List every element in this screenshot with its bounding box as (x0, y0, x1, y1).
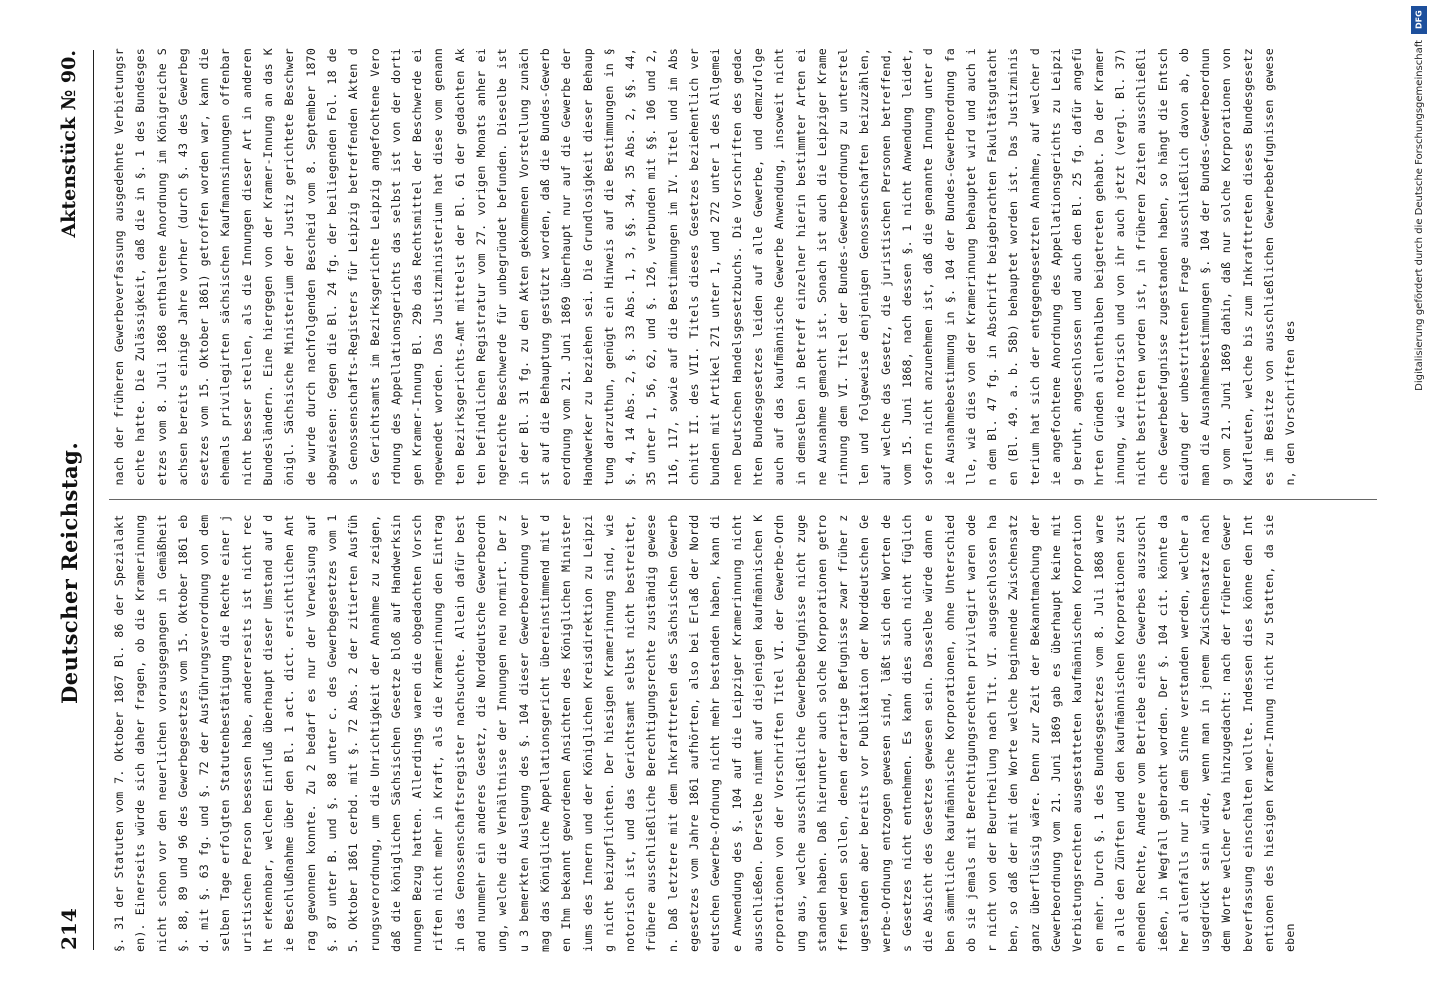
left-column-text: §. 31 der Statuten vom 7. Oktober 1867 Bl. 86 der Spezialakten). Einerseits würde sich daher fragen, ob die Kramerinnung nicht schon vor den neuerlichen vorausgegangen in Gemäßheit §. 88, 89 und 96 des Gewerbegesetzes vom 15. Oktober 1861 ebd. mit §. 63 fg. und §. 72 der Ausführungsverordnung von demselben Tage erfolgten Statutenbestätigung die Rechte einer juristischen Person besessen habe, andererseits ist nicht recht erkennbar, welchen Einfluß überhaupt dieser Umstand auf die Beschlußnahme über den Bl. 1 act. dict. ersichtlichen Antrag gewonnen konnte. Zu 2 bedarf es nur der Verweisung auf §. 87 unter B. und §. 88 unter c. des Gewerbegesetzes vom 15. Oktober 1861 cerbd. mit §. 72 Abs. 2 der zitierten Ausführungsverordnung, um die Unrichtigkeit der Annahme zu zeigen, daß die königlichen Sächsischen Gesetze bloß auf Handwerksinnungen Bezug hatten. Allerdings waren die obgedachten Vorschriften nicht mehr in Kraft, als die Kramerinnung den Eintrag in das Genossenschaftsregister nachsuchte. Allein dafür bestand nunmehr ein anderes Gesetz, die Norddeutsche Gewerbeordnung, welche die Verhältnisse der Innungen neu normirt. Der zu 3 bemerkten Auslegung des §. 104 dieser Gewerbeordnung vermag das Königliche Appellationsgericht übereinstimmend mit den Ihm bekannt gewordenen Ansichten des Königlichen Ministeriums des Innern und der Königlichen Kreisdirektion zu Leipzig nicht beizupflichten. Der hiesigen Kramerinnung sind, wie notorisch ist, und das Gerichtsamt selbst nicht bestreitet, frühere ausschließliche Berechtigungsrechte zuständig gewesen. Daß letztere mit dem Inkrafttreten des Sächsischen Gewerbegesetzes vom Jahre 1861 aufhörten, also bei Erlaß der Norddeutschen Gewerbe-Ordnung nicht mehr bestanden haben, kann die Anwendung des §. 104 auf die Leipziger Kramerinnung nicht ausschließen. Derselbe nimmt auf diejenigen kaufmännischen Korporationen von der Vorschriften Titel VI. der Gewerbe-Ordnung aus, welche ausschließliche Gewerbebefugnisse nicht zugestanden haben. Daß hierunter auch solche Korporationen getroffen werden sollen, denen derartige Befugnisse zwar früher zugestanden aber bereits vor Publikation der Norddeutschen Gewerbe-Ordnung entzogen gewesen sind, läßt sich den Worten des Gesetzes nicht entnehmen. Es kann dies auch nicht füglich die Absicht des Gesetzes gewesen sein. Dasselbe würde dann eben sämmtliche kaufmännische Korporationen, ohne Unterschied ob sie jemals mit Berechtigungsrechten privilegirt waren oder nicht von der Beurtheilung nach Tit. VI. ausgeschlossen haben, so daß der mit den Worte welche beginnende Zwischensatz ganz überflüssig wäre. Denn zur Zeit der Bekanntmachung der Gewerbeordnung vom 21. Juni 1869 gab es überhaupt keine mit Verbietungsrechten ausgestatteten kaufmännischen Korporationen mehr. Durch §. 1 des Bundesgesetzes vom 8. Juli 1868 waren alle den Zünften und den kaufmännischen Korporationen zustehenden Rechte, Andere vom Betriebe eines Gewerbes auszuschließen, in Wegfall gebracht worden. Der §. 104 cit. könnte daher allenfalls nur in dem Sinne verstanden werden, welcher ausgedrückt sein würde, wenn man in jenem Zwischensatze nach dem Worte welcher etwa hinzugedacht: nach der früheren Gewerbeverfassung einschalten wollte. Indessen dies könne den Intentionen des hiesigen Kramer-Innung nicht zu Statten, da sie eben (112, 514, 1298, 952)
right-column (109, 48, 1377, 486)
funding-notice (1410, 6, 1428, 994)
column-divider (109, 500, 1377, 501)
rotated-page (31, 20, 1401, 980)
dfg-logo-icon: DFG (1411, 6, 1427, 34)
text-columns (109, 48, 1377, 952)
left-column (109, 515, 1377, 953)
page-header (49, 50, 89, 950)
right-column-text: nach der früheren Gewerbeverfassung ausgedehnte Verbietungsrechte hatte. Die Zulässigkeit, daß die in §. 1 des Bundesgesetzes vom 8. Juli 1868 enthaltene Anordnung im Königreiche Sachsen bereits einige Jahre vorher (durch §. 43 des Gewerbegesetzes vom 15. Oktober 1861) getroffen worden war, kann die ehemals privilegirten sächsischen Kaufmannsinnungen offenbar nicht besser stellen, als die Innungen dieser Art in anderen Bundesländern. Eine hiergegen von der Kramer-Innung an das Königl. Sächsische Ministerium der Justiz gerichtete Beschwerde wurde durch nachfolgenden Bescheid vom 8. September 1870 abgewiesen: Gegen die Bl. 24 fg. der beiliegenden Fol. 18 des Genossenschafts-Registers für Leipzig betreffenden Akten des Gerichtsamts im Bezirksgerichte Leipzig angefochtene Verordnung des Appellationsgerichts das selbst ist von der dortigen Kramer-Innung Bl. 29b das Rechtsmittel der Beschwerde eingewendet worden. Das Justizministerium hat diese vom genannten Bezirksgerichts-Amt mittelst der Bl. 61 der gedachten Akten befindlichen Registratur vom 27. vorigen Monats anher eingereichte Beschwerde für unbegründet befunden. Dieselbe ist in der Bl. 31 fg. zu den Akten gekommenen Vorstellung zunächst auf die Behauptung gestützt worden, daß die Bundes-Gewerbeordnung vom 21. Juni 1869 überhaupt nur auf die Gewerbe der Handwerker zu beziehen sei. Die Grundlosigkeit dieser Behauptung darzuthun, genügt ein Hinweis auf die Bestimmungen in §§. 4, 14 Abs. 2, §. 33 Abs. 1, 3, §§. 34, 35 Abs. 2, §§. 44, 35 unter 1, 56, 62, und §. 126, verbunden mit §§. 106 und 2, 116, 117, sowie auf die Bestimmungen im IV. Titel und im Abschnitt II. des VII. Titels dieses Gesetzes beziehentlich verbunden mit Artikel 271 unter 1, und 272 unter 1 des Allgemeinen Deutschen Handelsgesetzbuchs. Die Vorschriften des gedachten Bundesgesetzes leiden auf alle Gewerbe, und demzufolge auch auf das kaufmännische Gewerbe Anwendung, insoweit nicht in demselben in Betreff einzelner hierin bestimmter Arten eine Ausnahme gemacht ist. Sonach ist auch die Leipziger Kramerinnung dem VI. Titel der Bundes-Gewerbeordnung zu unterstellen und folgeweise denjenigen Genossenschaften beizuzählen, auf welche das Gesetz, die juristischen Personen betreffend, vom 15. Juni 1868, nach dessen §. 1 nicht Anwendung leidet, sofern nicht anzunehmen ist, daß die genannte Innung unter die Ausnahmebestimmung in §. 104 der Bundes-Gewerbeordnung falle, wie dies von der Kramerinnung behauptet wird und auch in dem Bl. 47 fg. in Abschrift beigebrachten Fakultätsgutachten (Bl. 49. a. b. 58b) behauptet worden ist. Das Justizministerium hat sich der entgegengesetzten Annahme, auf welcher die angefochtene Anordnung des Appellationsgerichts zu Leipzig beruht, angeschlossen und auch den Bl. 25 fg. dafür angeführten Gründen allenthalben beigetreten gehabt. Da der Kramerinnung, wie notorisch und von ihr auch jetzt (vergl. Bl. 37) nicht bestritten worden ist, in früheren Zeiten ausschließliche Gewerbebefugnisse zugestanden haben, so hängt die Entscheidung der unbestrittenen Frage ausschließlich davon ab, ob man die Ausnahmebestimmungen §. 104 der Bundes-Gewerbeordnung vom 21. Juni 1869 dahin, daß nur solche Korporationen von Kaufleuten, welche bis zum Inkrafttreten dieses Bundesgesetzes im Besitze von ausschließlichen Gewerbebefugnissen gewesen, den Vorschriften des (112, 48, 1298, 486)
header-rule (93, 50, 94, 950)
document-label: Aktenstück № 90. (58, 50, 80, 238)
page-number: 214 (57, 908, 81, 950)
running-title: Deutscher Reichstag. (56, 441, 82, 704)
funding-text: Digitalisierung gefördert durch die Deutsche Forschungsgemeinschaft (1413, 40, 1425, 391)
